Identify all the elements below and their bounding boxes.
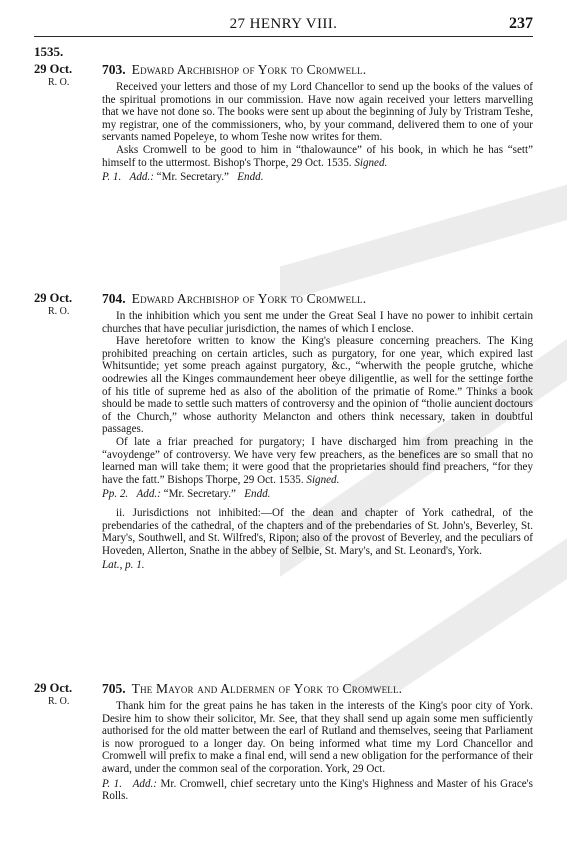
signed-note: Signed.: [306, 473, 340, 486]
paragraph-text: Asks Cromwell to be good to him in “thalowaunce” of his book, in which he has “sett” himself to the uttermost. Bishop's Thorpe, 29 Oct. 1535.: [102, 143, 533, 169]
entry-heading: [102, 681, 533, 696]
entry-paragraph: Have heretofore written to know the King's pleasure concerning preachers. The King prohibited preaching on certain articles, such as purgatory, for one year, which expired last Whitsuntide; yet some preach against purgatory, &c., “wherwith the people grutche, whiche oodrewies all the Kinges commaundement heer obeye diligentlie, as well for the settinge forthe of his title of supreme hed as also of the abolition of the primatie of Rome.” Thinks a book should be made to settle such matters of controversy and the opinion of “tholie auncient doctours of the Church,” whose authority Melancton and others think necessary, taken in doubtful passages.: [102, 335, 534, 436]
address-label: Add.:: [136, 488, 161, 501]
entry-paragraph: Thank him for the great pains he has taken in the interests of the King's poor city of York. Desire him to show their solicitor, Mr. See, that they shall send up again some men sufficiently authorised for the old matter between the earl of Rutland and themselves, seeing that Parliament is now prorogued to a longer day. On being informed what time my Lord Chancellor and Cromwell will prefix to make a final end, will send a new obligation for the performance of their award, under the common seal of the corporation. York, 29 Oct.: [102, 700, 533, 775]
signed-note: Signed.: [354, 156, 388, 169]
address-text: “Mr. Secretary.”: [163, 488, 236, 501]
address-text: Mr. Cromwell, chief secretary unto the King's Highness and Master of his Grace's Rolls.: [102, 777, 533, 803]
entry-meta: [102, 488, 533, 501]
entry-margin: [34, 291, 94, 319]
entry-margin: [34, 62, 94, 90]
entry-margin: [34, 681, 94, 709]
entry-paragraph: In the inhibition which you sent me under the Great Seal I have no power to inhibit certain churches that have peculiar jurisdiction, the names of which I enclose.: [102, 310, 533, 335]
entry-heading: [102, 291, 533, 306]
entry-title: The Mayor and Aldermen of York to Cromwell.: [131, 681, 403, 696]
running-header: [34, 14, 533, 37]
entry-source-ref: R. O.: [48, 696, 70, 707]
running-title: 27 HENRY VIII.: [229, 16, 338, 32]
paragraph-text: Of late a friar preached for purgatory; I have discharged him from preaching in the “avoydenge” of controversy. We have very few preachers, as the benefices are so small that no learned man will take them; it were good that the proprietaries should find preachers, “for they have the fatt.” Bishops Thorpe, 29 Oct. 1535.: [102, 435, 533, 486]
entry-paragraph: [102, 436, 533, 486]
endorsed-label: Endd.: [244, 488, 271, 501]
entry-number: 703.: [102, 62, 126, 77]
enclosure-pages-label: Lat., p. 1.: [102, 559, 145, 572]
entry-heading: [102, 62, 533, 77]
address-label: Add.:: [132, 777, 157, 790]
address-label: Add.:: [129, 171, 154, 184]
enclosure-meta: [102, 559, 533, 572]
address-text: “Mr. Secretary.”: [156, 171, 229, 184]
entry-date: 29 Oct.: [34, 62, 73, 76]
entry-meta: [102, 778, 533, 803]
entry-number: 704.: [102, 291, 126, 306]
page-number: 237: [509, 15, 533, 32]
entry-source-ref: R. O.: [48, 77, 70, 88]
entry-title: Edward Archbishop of York to Cromwell.: [131, 62, 367, 77]
entry-body: [102, 310, 533, 572]
entry-title: Edward Archbishop of York to Cromwell.: [131, 291, 367, 306]
year-label: 1535.: [34, 44, 64, 59]
entry-body: [102, 81, 533, 184]
entry-meta: [102, 171, 533, 184]
entry-body: [102, 700, 533, 803]
enclosure-paragraph: ii. Jurisdictions not inhibited:—Of the dean and chapter of York cathedral, of the prebendaries of the cathedral, of the chapters and of the prebendaries of St. John's, Beverley, St. Mary's, Southwell, and St. Wilfred's, Ripon; also of the provost of Beverley, and the peculiars of Hoveden, Allerton, Snathe in the abbey of Selbie, St. Mary's, and St. Leonard's, York.: [102, 506, 533, 557]
pages-label: P. 1.: [102, 777, 122, 790]
pages-label: P. 1.: [102, 171, 122, 184]
entry-date: 29 Oct.: [34, 291, 73, 305]
pages-label: Pp. 2.: [102, 488, 129, 501]
entry-source-ref: R. O.: [48, 306, 70, 317]
entry-date: 29 Oct.: [34, 681, 73, 695]
endorsed-label: Endd.: [237, 171, 264, 184]
entry-paragraph: Received your letters and those of my Lord Chancellor to send up the books of the values of the spiritual promotions in our commission. Have now again received your letters marvelling that we have not done so. The books were sent up about the beginning of July by Tristram Teshe, my registrar, one of the commissioners, who, by your command, delivered them to one of your servants named Popeleye, to whom Teshe now writes for them.: [102, 81, 533, 144]
entry-paragraph: [102, 144, 533, 169]
entry-number: 705.: [102, 681, 126, 696]
